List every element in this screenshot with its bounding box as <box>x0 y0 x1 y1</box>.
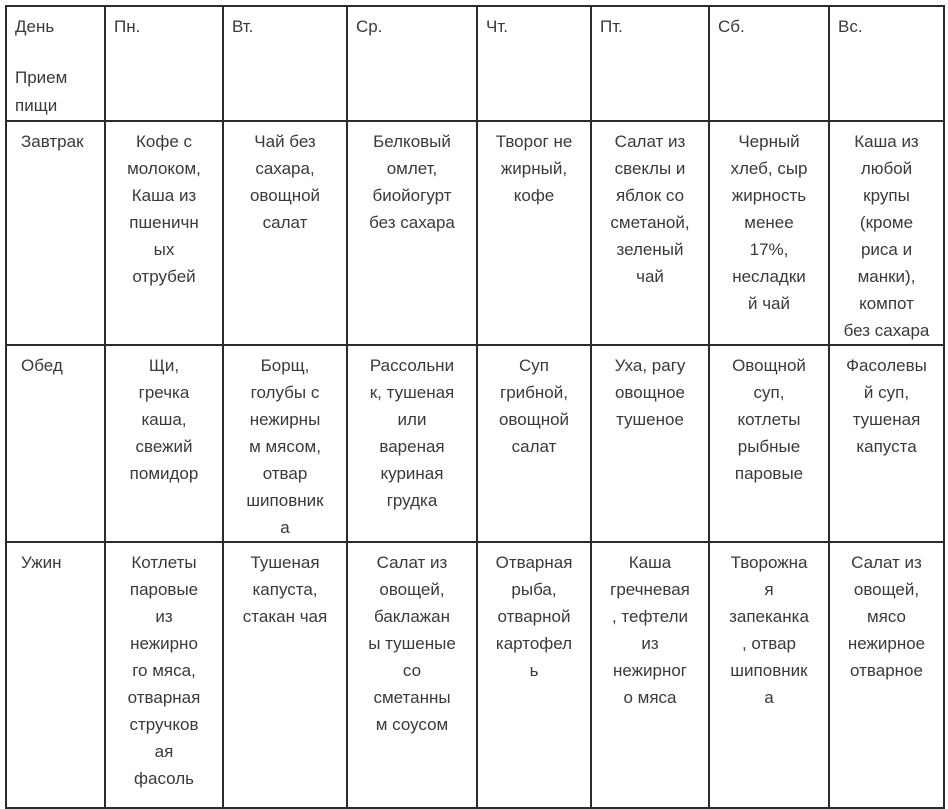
day-header-thu: Чт. <box>477 6 591 121</box>
day-header-mon: Пн. <box>105 6 223 121</box>
table-cell: Кофе с молоком, Каша из пшеничн ых отрубей <box>105 121 223 345</box>
table-cell: Овощной суп, котлеты рыбные паровые <box>709 345 829 542</box>
meal-plan-table <box>5 5 945 809</box>
meal-label-cell: Ужин <box>6 542 105 808</box>
day-header-fri: Пт. <box>591 6 709 121</box>
table-cell: Уха, рагу овощное тушеное <box>591 345 709 542</box>
day-header-sat: Сб. <box>709 6 829 121</box>
header-row <box>6 6 944 121</box>
table-cell: Котлеты паровые из нежирно го мяса, отварная стручков ая фасоль <box>105 542 223 808</box>
day-header-wed: Ср. <box>347 6 477 121</box>
table-cell: Салат из овощей, баклажан ы тушеные со сметанны м соусом <box>347 542 477 808</box>
table-cell: Отварная рыба, отварной картофел ь <box>477 542 591 808</box>
meal-label-cell: Завтрак <box>6 121 105 345</box>
table-cell: Белковый омлет, биойогурт без сахара <box>347 121 477 345</box>
table-cell: Черный хлеб, сыр жирность менее 17%, несладки й чай <box>709 121 829 345</box>
table-cell: Чай без сахара, овощной салат <box>223 121 347 345</box>
corner-meal-label: Прием пищи <box>15 68 68 115</box>
table-cell: Творожна я запеканка , отвар шиповник а <box>709 542 829 808</box>
table-row-dinner <box>6 542 944 808</box>
day-header-sun: Вс. <box>829 6 944 121</box>
table-cell: Творог не жирный, кофе <box>477 121 591 345</box>
table-cell: Щи, гречка каша, свежий помидор <box>105 345 223 542</box>
day-header-tue: Вт. <box>223 6 347 121</box>
table-cell: Суп грибной, овощной салат <box>477 345 591 542</box>
table-cell: Каша гречневая , тефтели из нежирног о мяса <box>591 542 709 808</box>
table-cell: Тушеная капуста, стакан чая <box>223 542 347 808</box>
corner-day-label: День <box>15 17 55 36</box>
table-cell: Фасолевы й суп, тушеная капуста <box>829 345 944 542</box>
corner-header-cell <box>6 6 105 121</box>
table-row-lunch <box>6 345 944 542</box>
table-row-breakfast <box>6 121 944 345</box>
meal-label-cell: Обед <box>6 345 105 542</box>
table-cell: Борщ, голубы с нежирны м мясом, отвар шиповник а <box>223 345 347 542</box>
table-cell: Рассольни к, тушеная или вареная куриная грудка <box>347 345 477 542</box>
table-cell: Каша из любой крупы (кроме риса и манки), компот без сахара <box>829 121 944 345</box>
table-cell: Салат из свеклы и яблок со сметаной, зеленый чай <box>591 121 709 345</box>
table-cell: Салат из овощей, мясо нежирное отварное <box>829 542 944 808</box>
